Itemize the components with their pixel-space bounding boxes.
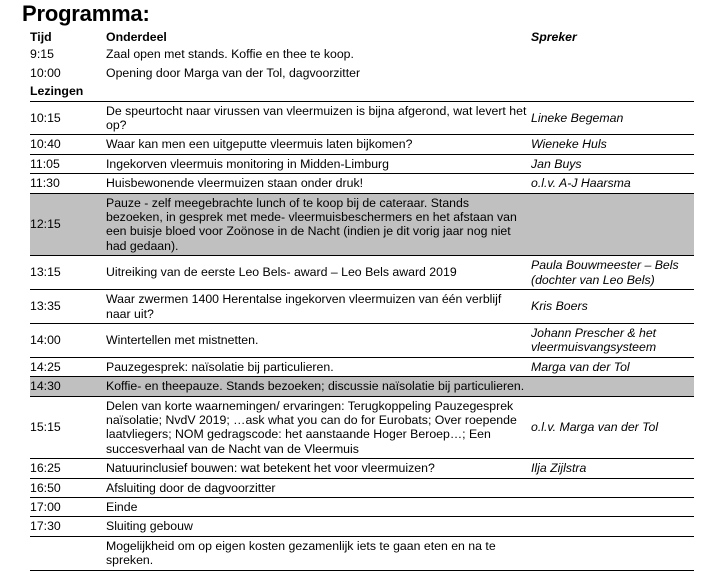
column-header-tijd: Tijd [30, 30, 52, 44]
cell-item: Sluiting gebouw [106, 517, 531, 536]
table-header-row [30, 28, 694, 45]
cell-item: Opening door Marga van der Tol, dagvoorzitter [106, 65, 361, 80]
column-header-onderdeel: Onderdeel [106, 30, 167, 44]
cell-time: 15:15 [30, 396, 106, 459]
program-table [30, 28, 694, 571]
table-row [30, 64, 694, 82]
table-row [30, 459, 694, 478]
cell-speaker [531, 517, 694, 536]
table-row [30, 135, 694, 154]
cell-speaker [531, 64, 694, 82]
cell-time: 12:15 [30, 193, 106, 256]
cell-item: Waar zwermen 1400 Herentalse ingekorven vleermuizen van één verblijf naar uit? [106, 290, 531, 324]
cell-speaker: Johann Prescher & het vleermuisvangsysteem [531, 323, 694, 357]
cell-item: Zaal open met stands. Koffie en thee te koop. [106, 47, 354, 62]
cell-speaker [531, 497, 694, 516]
table-row [30, 82, 694, 101]
cell-speaker [531, 82, 694, 101]
cell-item: Pauzegesprek: naïsolatie bij particulieren. [106, 357, 531, 376]
program-table-head [30, 28, 694, 45]
cell-time: 9:15 [30, 47, 54, 62]
cell-item: Einde [106, 497, 531, 516]
table-row [30, 45, 694, 63]
table-row [30, 536, 694, 570]
table-row [30, 174, 694, 193]
cell-speaker: o.l.v. A-J Haarsma [531, 174, 694, 193]
cell-time: 10:00 [30, 65, 61, 80]
cell-item: Afsluiting door de dagvoorzitter [106, 478, 531, 497]
cell-item: Mogelijkheid om op eigen kosten gezamenlijk iets te gaan eten en na te spreken. [106, 536, 531, 570]
cell-item: Natuurinclusief bouwen: wat betekent het voor vleermuizen? [106, 459, 531, 478]
cell-speaker: Ilja Zijlstra [531, 459, 694, 478]
table-row [30, 290, 694, 324]
cell-speaker: Kris Boers [531, 290, 694, 324]
cell-time: 13:15 [30, 256, 106, 290]
column-header-spreker: Spreker [531, 30, 577, 44]
cell-speaker [531, 45, 694, 63]
table-row [30, 497, 694, 516]
cell-item: Huisbewonende vleermuizen staan onder druk! [106, 174, 531, 193]
cell-time: 10:15 [30, 101, 106, 135]
cell-time: Lezingen [30, 84, 84, 99]
cell-item: Koffie- en theepauze. Stands bezoeken; discussie naïsolatie bij particulieren. [106, 377, 531, 396]
table-row [30, 256, 694, 290]
cell-item: Uitreiking van de eerste Leo Bels- award – Leo Bels award 2019 [106, 256, 531, 290]
cell-speaker [531, 377, 694, 396]
table-row [30, 478, 694, 497]
cell-time: 14:30 [30, 377, 106, 396]
cell-speaker: Jan Buys [531, 154, 694, 173]
cell-time [30, 536, 106, 570]
cell-speaker [531, 536, 694, 570]
cell-time: 17:00 [30, 497, 106, 516]
cell-speaker: o.l.v. Marga van der Tol [531, 396, 694, 459]
cell-time: 14:25 [30, 357, 106, 376]
cell-item: Ingekorven vleermuis monitoring in Midden-Limburg [106, 154, 531, 173]
cell-time: 17:30 [30, 517, 106, 536]
cell-time: 10:40 [30, 135, 106, 154]
page-title: Programma: [22, 1, 150, 26]
table-row [30, 377, 694, 396]
table-row [30, 101, 694, 135]
cell-speaker: Paula Bouwmeester – Bels (dochter van Leo Bels) [531, 256, 694, 290]
cell-time: 16:50 [30, 478, 106, 497]
cell-speaker [531, 193, 694, 256]
cell-time: 11:30 [30, 174, 106, 193]
cell-item: Wintertellen met mistnetten. [106, 323, 531, 357]
table-row [30, 154, 694, 173]
cell-speaker: Wieneke Huls [531, 135, 694, 154]
cell-speaker [531, 478, 694, 497]
cell-time: 11:05 [30, 154, 106, 173]
cell-item: Delen van korte waarnemingen/ ervaringen: Terugkoppeling Pauzegesprek naïsolatie; NvdV 2019; …ask what you can do for Eurobats; Over roepende laatvliegers; NOM gedragscode: het aanstaande Hoger Beroep…; Een succesverhaal van de Nacht van de Vleermuis [106, 396, 531, 459]
cell-item [106, 82, 531, 101]
cell-item: De speurtocht naar virussen van vleermuizen is bijna afgerond, wat levert het op? [106, 101, 531, 135]
table-row [30, 323, 694, 357]
cell-time: 14:00 [30, 323, 106, 357]
table-row [30, 517, 694, 536]
cell-time: 13:35 [30, 290, 106, 324]
cell-item: Waar kan men een uitgeputte vleermuis laten bijkomen? [106, 135, 531, 154]
table-row [30, 396, 694, 459]
cell-time: 16:25 [30, 459, 106, 478]
table-row [30, 357, 694, 376]
cell-item: Pauze - zelf meegebrachte lunch of te koop bij de cateraar. Stands bezoeken, in gesprek met mede- vleermuisbeschermers en het afstaan van een buisje bloed voor Zoönose in de Nacht (indien je dit vorig jaar nog niet had gedaan). [106, 193, 531, 256]
table-row [30, 193, 694, 256]
program-table-body [30, 45, 694, 570]
cell-speaker: Marga van der Tol [531, 357, 694, 376]
cell-speaker: Lineke Begeman [531, 101, 694, 135]
